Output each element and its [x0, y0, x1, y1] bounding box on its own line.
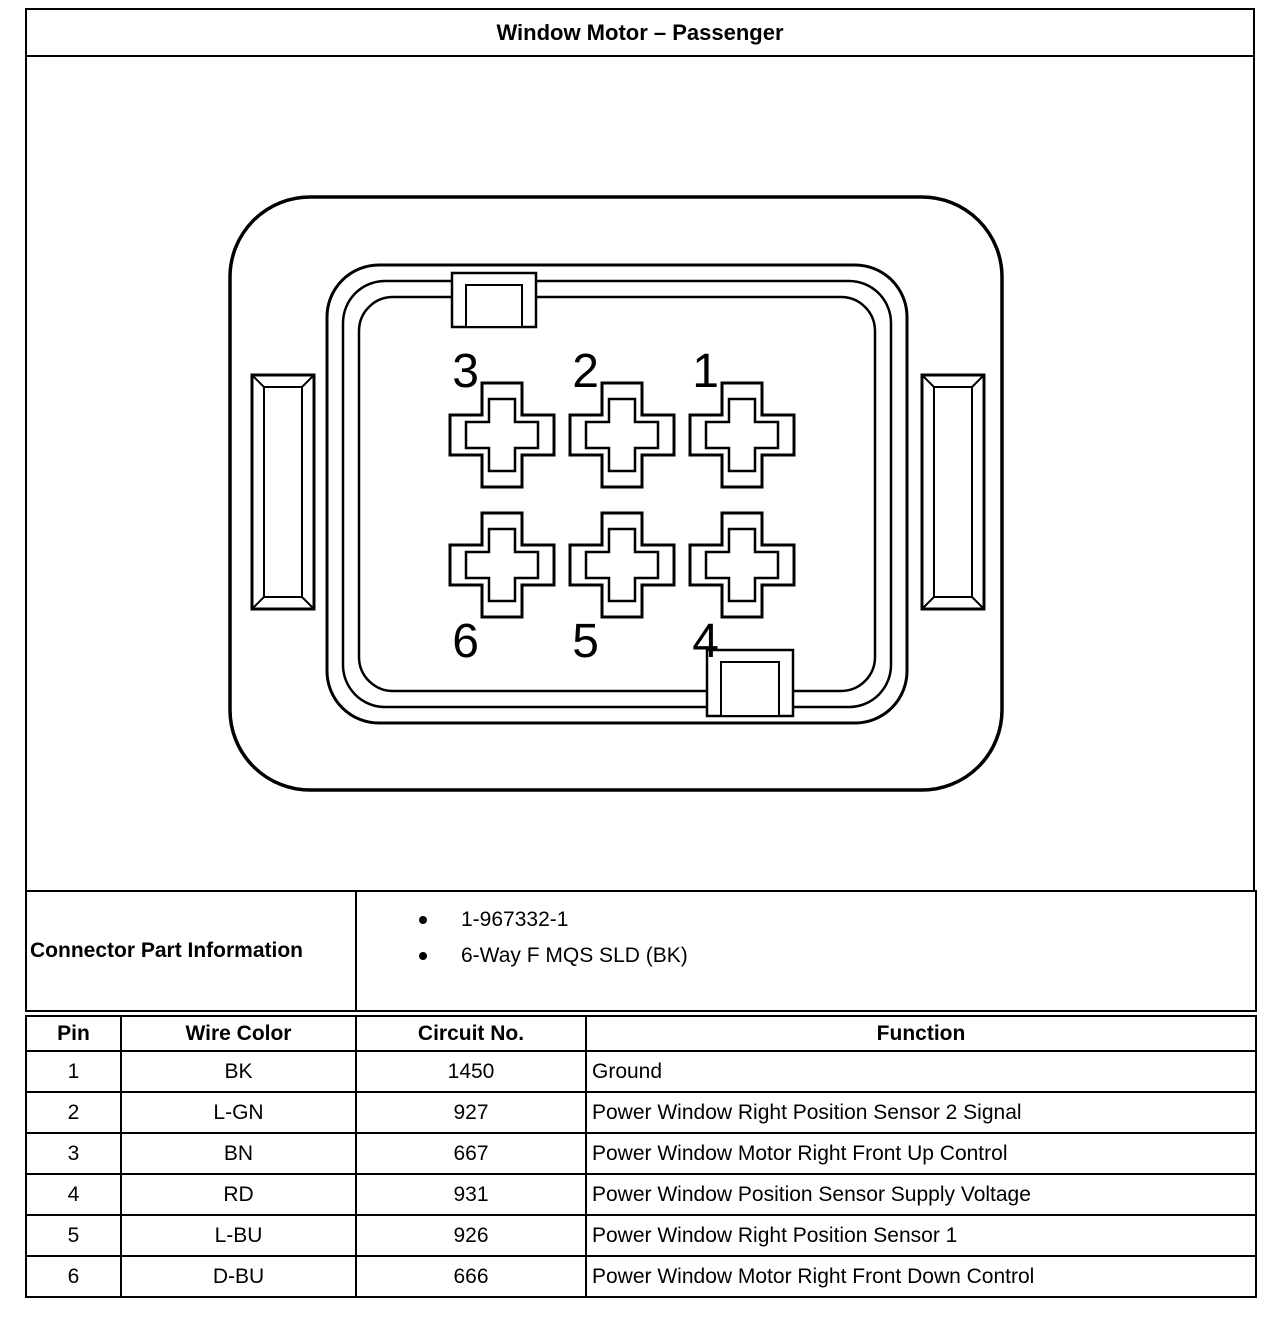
cell-pin: 3	[26, 1133, 121, 1174]
pin-number-2: 2	[572, 345, 599, 398]
connector-face-drawing	[27, 57, 1253, 890]
bullet-icon	[419, 916, 427, 924]
pin-number-5: 5	[572, 615, 599, 668]
header-circuit: Circuit No.	[356, 1016, 586, 1051]
top-keying-notch-inner	[466, 285, 522, 327]
cell-pin: 1	[26, 1051, 121, 1092]
header-color: Wire Color	[121, 1016, 356, 1051]
part-number: 1-967332-1	[461, 908, 569, 931]
cell-wire-color: RD	[121, 1174, 356, 1215]
connector-part-info-label: Connector Part Information	[26, 891, 356, 1011]
cell-pin: 5	[26, 1215, 121, 1256]
connector-part-info-list	[357, 902, 1255, 974]
cell-wire-color: L-BU	[121, 1215, 356, 1256]
cell-circuit-no: 927	[356, 1092, 586, 1133]
connector-part-info-values	[356, 891, 1256, 1011]
cell-circuit-no: 931	[356, 1174, 586, 1215]
connector-type: 6-Way F MQS SLD (BK)	[461, 944, 688, 967]
pin-number-6: 6	[452, 615, 479, 668]
list-item	[357, 902, 1255, 938]
header-pin: Pin	[26, 1016, 121, 1051]
bottom-keying-notch-inner	[721, 662, 779, 716]
connector-part-info-table	[25, 890, 1257, 1012]
pin-number-3: 3	[452, 345, 479, 398]
cell-wire-color: BK	[121, 1051, 356, 1092]
list-item	[357, 938, 1255, 974]
cell-circuit-no: 666	[356, 1256, 586, 1297]
pinout-table	[25, 1015, 1257, 1298]
table-row	[26, 1256, 1256, 1297]
pin-number-4: 4	[692, 615, 719, 668]
cell-circuit-no: 667	[356, 1133, 586, 1174]
cell-pin: 2	[26, 1092, 121, 1133]
document-sheet	[25, 8, 1255, 1298]
cell-function: Power Window Position Sensor Supply Voltage	[586, 1174, 1256, 1215]
header-function: Function	[586, 1016, 1256, 1051]
pin-number-1: 1	[692, 345, 719, 398]
table-row	[26, 1215, 1256, 1256]
table-row	[26, 1174, 1256, 1215]
table-header-row	[26, 1016, 1256, 1051]
cell-function: Power Window Motor Right Front Down Control	[586, 1256, 1256, 1297]
connector-inner-wall-3	[359, 297, 875, 691]
cell-function: Power Window Right Position Sensor 2 Signal	[586, 1092, 1256, 1133]
cell-circuit-no: 926	[356, 1215, 586, 1256]
cell-wire-color: D-BU	[121, 1256, 356, 1297]
bullet-icon	[419, 952, 427, 960]
page-title: Window Motor – Passenger	[25, 8, 1255, 57]
cell-pin: 4	[26, 1174, 121, 1215]
cell-function: Ground	[586, 1051, 1256, 1092]
cell-function: Power Window Right Position Sensor 1	[586, 1215, 1256, 1256]
cell-circuit-no: 1450	[356, 1051, 586, 1092]
cell-function: Power Window Motor Right Front Up Control	[586, 1133, 1256, 1174]
right-latch-tab-inner	[934, 387, 972, 597]
table-row	[26, 1092, 1256, 1133]
table-row	[26, 1133, 1256, 1174]
cell-wire-color: L-GN	[121, 1092, 356, 1133]
left-latch-tab-inner	[264, 387, 302, 597]
connector-diagram	[25, 57, 1255, 890]
table-row	[26, 1051, 1256, 1092]
cell-pin: 6	[26, 1256, 121, 1297]
cell-wire-color: BN	[121, 1133, 356, 1174]
